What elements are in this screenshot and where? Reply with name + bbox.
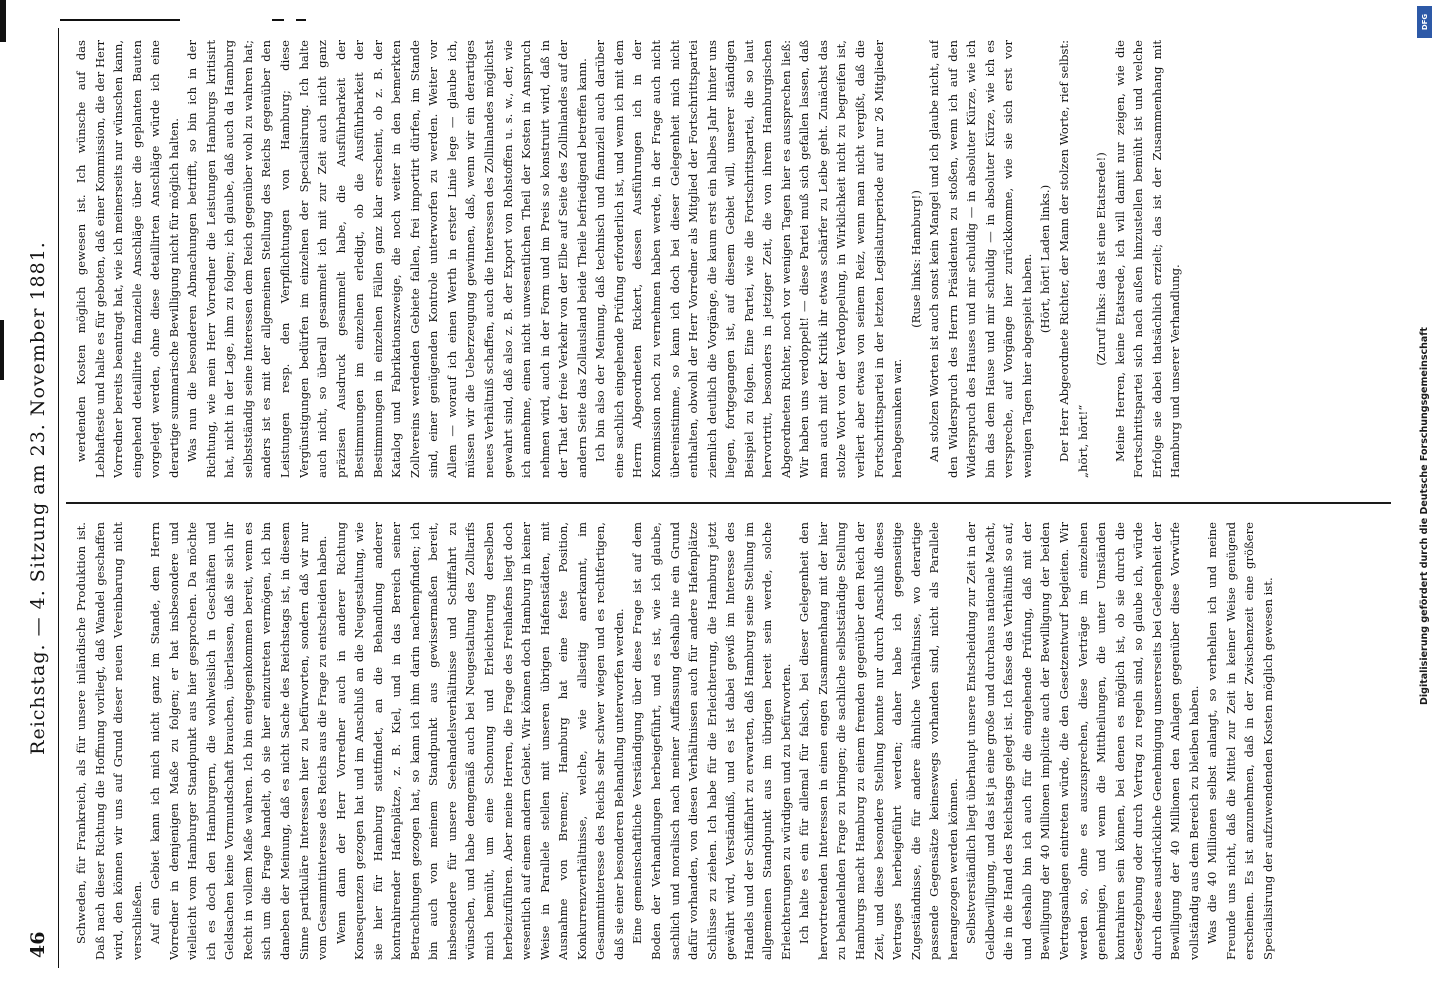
paragraph: Was nun die besonderen Abmachungen betrifft, so bin ich in der Richtung, wie mein Herr Vorredner die Leistungen Hamburgs kritisirt hat, nicht in der Lage, ihm zu folgen; ich glaube, daß auch da Hamburg selbstständig seine Interessen dem Reich gegenüber wohl zu wahren hat; anders ist es mit der allgemeinen Stellung des Reichs gegenüber den Leistungen resp. den Verpflichtungen von Hamburg; diese Vergünstigungen bedürfen im einzelnen der Specialisirung. Ich halte auch nicht, so überall gesammelt ich mit zur Zeit auch nicht ganz präzisen Ausdruck gesammelt habe, die Ausführbarkeit der Bestimmungen im einzelnen erledigt, ob die Ausführbarkeit der Bestimmungen in einzelnen Fällen ganz klar erscheint, ob z. B. der Katalog und Fabrikationszweige, die noch weiter in den bemerkten Zollvereins werdenden Gebiete fallen, frei importirt dürfen, im Stande sind, einer genügenden Kontrole unterworfen zu werden. Weiter vor Allem — worauf ich einen Werth in erster Linie lege — glaube ich, müssen wir die Ueberzeugung gewinnen, daß, wenn wir ein derartiges neues Verhältniß schaffen, auch die Interessen des Zollinlandes möglichst gewahrt sind, daß also z. B. der Export von Rohstoffen u. s. w., der, wie ich annehme, einen nicht unwesentlichen Theil der Kosten in Anspruch nehmen wird, auch in der Form und im Preis so konstruirt wird, daß in der That der freie Verkehr von der Elbe auf Seite des Zollinlandes auf der andern Seite das Zollausland beide Theile befriedigend betreffen kann. — [185, 40, 589, 478]
dfg-logo-text: DFG — [1421, 13, 1429, 31]
paragraph: Meine Herren, keine Etatsrede, ich will damit nur zeigen, wie die Fortschrittspartei sich nach außen hinzustellen bemüht ist und welche Erfolge sie dabei thatsächlich erzielt; das ist der Zusammenhang mit Hamburg und unserer Verhandlung. — [1112, 40, 1183, 478]
digitization-credit: Digitalisierung gefördert durch die Deutsche Forschungsgemeinschaft — [1419, 327, 1430, 705]
paragraph: Wenn dann der Herr Vorredner auch in anderer Richtung Konsequenzen gezogen hat und im Anschluß an die Neugestaltung, wie sie hier für Hamburg stattfindet, an die Behandlung anderer kontrahirender Hafenplätze, z. B. Kiel, und in das Bereich seiner Betrachtungen gezogen hat, so kann ich ihm darin nachempfinden; ich bin auch von meinem Standpunkt aus gewissermaßen bereit, insbesondere für unsere Seehandelsverhältnisse und Schiffahrt zu wünschen, und habe demgemäß auch bei Neugestaltung des Zolltarifs mich bemüht, um eine Schonung und Erleichterung derselben herbeizuführen. Aber meine Herren, die Frage des Freihafens liegt doch wesentlich auf einem andern Gebiet. Wir können doch Hamburg in keiner Weise in Parallele stellen mit unseren übrigen Hafenstädten, mit Ausnahme von Bremen; Hamburg hat eine feste Position, Konkurrenzverhältnisse, welche, wie allseitig anerkannt, im Gesammtinteresse des Reichs sehr schwer wiegen und es rechtfertigen, daß sie einer besonderen Behandlung unterworfen werden. — [333, 522, 626, 960]
paragraph: Ich halte es ein für allemal für falsch, bei dieser Gelegenheit den hervortretenden Interessen in einen engen Zusammenhang mit der hier zu behandelnden Frage zu bringen; die sachliche selbstständige Stellung Hamburgs macht Hamburg zu einem fremden gegenüber dem Reich der Zeit, und diese besondere Stellung konnte nur durch Anschluß dieses Vertrages herbeigeführt werden; daher habe ich gegenseitige Zugeständnisse, die für andere ähnliche Verhältnisse, wo derartige passende Gegensätze keineswegs vorhanden sind, nicht als Parallele herangezogen werden können. — [797, 522, 960, 960]
paragraph: Was die 40 Millionen selbst anlangt, so verhehlen ich und meine Freunde uns nicht, daß die Mittel zur Zeit in keiner Weise genügend erscheinen. Es ist anzunehmen, daß in der Zwischenzeit eine größere Specialisirung der aufzuwendenden Kosten möglich gewesen ist. — [1205, 522, 1275, 960]
paragraph: Selbstverständlich liegt überhaupt unsere Entscheidung zur Zeit in der Geldbewilligung, und das ist ja eine große und durchaus nationale Macht, die in die Hand des Reichstags gelegt ist. Ich fasse das Verhältniß so auf, und deshalb bin ich auch für die eingehende Prüfung, daß mit der Bewilligung der 40 Millionen implicite auch der Bewilligung der beiden Vertragsanlagen eintreten würde, die den Gesetzentwurf begleiten. Wir werden so, ohne es auszusprechen, diese Verträge im einzelnen genehmigen, und wenn die Mittheilungen, die unter Umständen kontrahiren sein können, bei denen es möglich ist, ob sie durch die Gesetzgebung oder durch Vertrag zu regeln sind, so glaube ich, würde durch diese ausdrückliche Genehmigung unsererseits bei Gelegenheit der Bewilligung der 40 Millionen den Anlagen gegenüber diese Vorwürfe vollständig aus dem Bereich zu bleiben haben. — [964, 522, 1201, 960]
interjection: (Hört, hört! Laden links.) — [1038, 184, 1053, 334]
left-column — [72, 522, 1392, 960]
paragraph: An stolzen Worten ist auch sonst kein Mangel und ich glaube nicht, auf den Widerspruch des Herrn Präsidenten zu stoßen, wenn ich auf den Widerspruch des Hauses und mir schuldig — in absoluter Kürze, wie ich bin das dem Hause und mir schuldig — in absoluter Kürze, wie ich es verspreche, auf Vorgänge hier zurückkomme, wie sie sich erst vor wenigen Tagen hier abgespielt haben. — [927, 40, 1034, 478]
scan-rule-mark — [296, 19, 306, 21]
interjection: (Ruse links: Hamburg!) — [908, 190, 923, 328]
right-column — [72, 40, 1392, 478]
scan-rule-mark — [272, 19, 284, 21]
paragraph: werdenden Kosten möglich gewesen ist. Ich wünsche auf das Lebhafteste und halte es für geboten, daß einer Kommission, die der Herr Vorredner bereits beantragt hat, wie ich meinerseits nur wünschen kann, eingehend detaillirte finanzielle Anschläge über die geplanten Bauten vorgelegt werden, ohne diese detaillirten Anschläge würde ich eine derartige summarische Bewilligung nicht für möglich halten. — [74, 40, 181, 478]
digitization-credit-strip — [1415, 0, 1432, 1000]
paragraph: Auf ein Gebiet kann ich mich nicht ganz im Stande, dem Herrn Vorredner in demjenigen Maße zu folgen; er hat insbesondere und vielleicht vom Hamburger Standpunkt aus hier gesprochen. Da möchte ich es doch den Hamburgern, die wohlweislich in Geschäften und Geldsachen keine Vormundschaft brauchen, überlassen, daß sie sich ihr Recht in vollem Maße wahren. Ich bin entgegenkommen bereit, wenn es sich um die Frage handelt, ob sie hier einzutreten vermögen, ich bin daneben der Meinung, daß es nicht Sache des Reichstags ist, in diesem Sinne partikuläre Interessen hier zu befürworten, sondern daß wir nur vom Gesammtinteresse des Reichs aus die Frage zu entscheiden haben. — [148, 522, 330, 960]
dfg-logo — [1417, 6, 1432, 38]
scanned-page — [18, 28, 1413, 968]
page-number: 46 — [27, 931, 49, 958]
scan-rule-mark — [60, 19, 180, 21]
column-divider — [66, 503, 1391, 505]
binding-edge-mark — [0, 320, 4, 380]
paragraph: Schweden, für Frankreich, als für unsere inländische Produktion ist. Daß nach dieser Richtung die Hoffnung vorliegt, daß Wandel geschaffen wird, den können wir uns auf Grund dieser neuen Vereinbarung nicht verschließen. — [74, 522, 144, 960]
binding-edge-mark — [0, 0, 6, 42]
paragraph: Der Herr Abgeordnete Richter, der Mann der stolzen Worte, rief selbst: „hört, hört!“ — [1056, 40, 1090, 478]
page-header — [18, 28, 59, 968]
paragraph: Eine gemeinschaftliche Verständigung über diese Frage ist auf dem Boden der Verhandlungen herbeigeführt, und es ist, wie ich glaube, sachlich und moralisch nach meiner Auffassung deshalb nie ein Grund dafür vorhanden, von diesen Verhältnissen auch für andere Hafenplätze Schlüsse zu ziehen. Ich habe für die Erleichterung, die Hamburg jetzt gewährt wird, Verständniß, und es ist dabei gewiß im Interesse des Handels und der Schiffahrt zu erwarten, daß Hamburg seine Stellung im allgemeinen Standpunkt aus im übrigen bereit sein werde, solche Erleichterungen zu würdigen und zu befürworten. — [630, 522, 793, 960]
paragraph: Ich bin also der Meinung, daß technisch und finanziell auch darüber eine sachlich eingehende Prüfung erforderlich ist, und wenn ich mit dem Herrn Abgeordneten Rickert, dessen Ausführungen ich in der Kommission noch zu vernehmen haben werde, in der Frage auch nicht übereinstimme, so kann ich doch bei dieser Gelegenheit mich nicht enthalten, obwohl der Herr Vorredner als Mitglied der Fortschrittspartei ziemlich deutlich die Vorgänge, die kaum erst ein halbes Jahr hinter uns liegen, fortgegangen ist, auf diesem Gebiet will, unserer ständigen Beispiel zu folgen. Eine Partei, wie die Fortschrittspartei, die so laut hervortritt, besonders in jetziger Zeit, die von ihrem Hamburgischen Abgeordneten Richter, noch vor wenigen Tagen hier es aussprechen ließ: Wir haben uns verdoppelt! — diese Partei muß sich gefallen lassen, daß man auch mit der Kritik ihr etwas schärfer zu Leibe geht. Zunächst das stolze Wort von der Verdoppelung, in Wirklichkeit nicht zu begreifen ist, verliert aber etwas von seinem Reiz, wenn man nicht vergißt, daß die Fortschrittspartei in der letzten Legislaturperiode auf nur 26 Mitglieder herabgesunken war. — [593, 40, 905, 478]
interjection: (Zuruf links: das ist eine Etatsrede!) — [1094, 152, 1109, 366]
running-title: Reichstag. — 4. Sitzung am 23. November 1881. — [27, 241, 49, 755]
